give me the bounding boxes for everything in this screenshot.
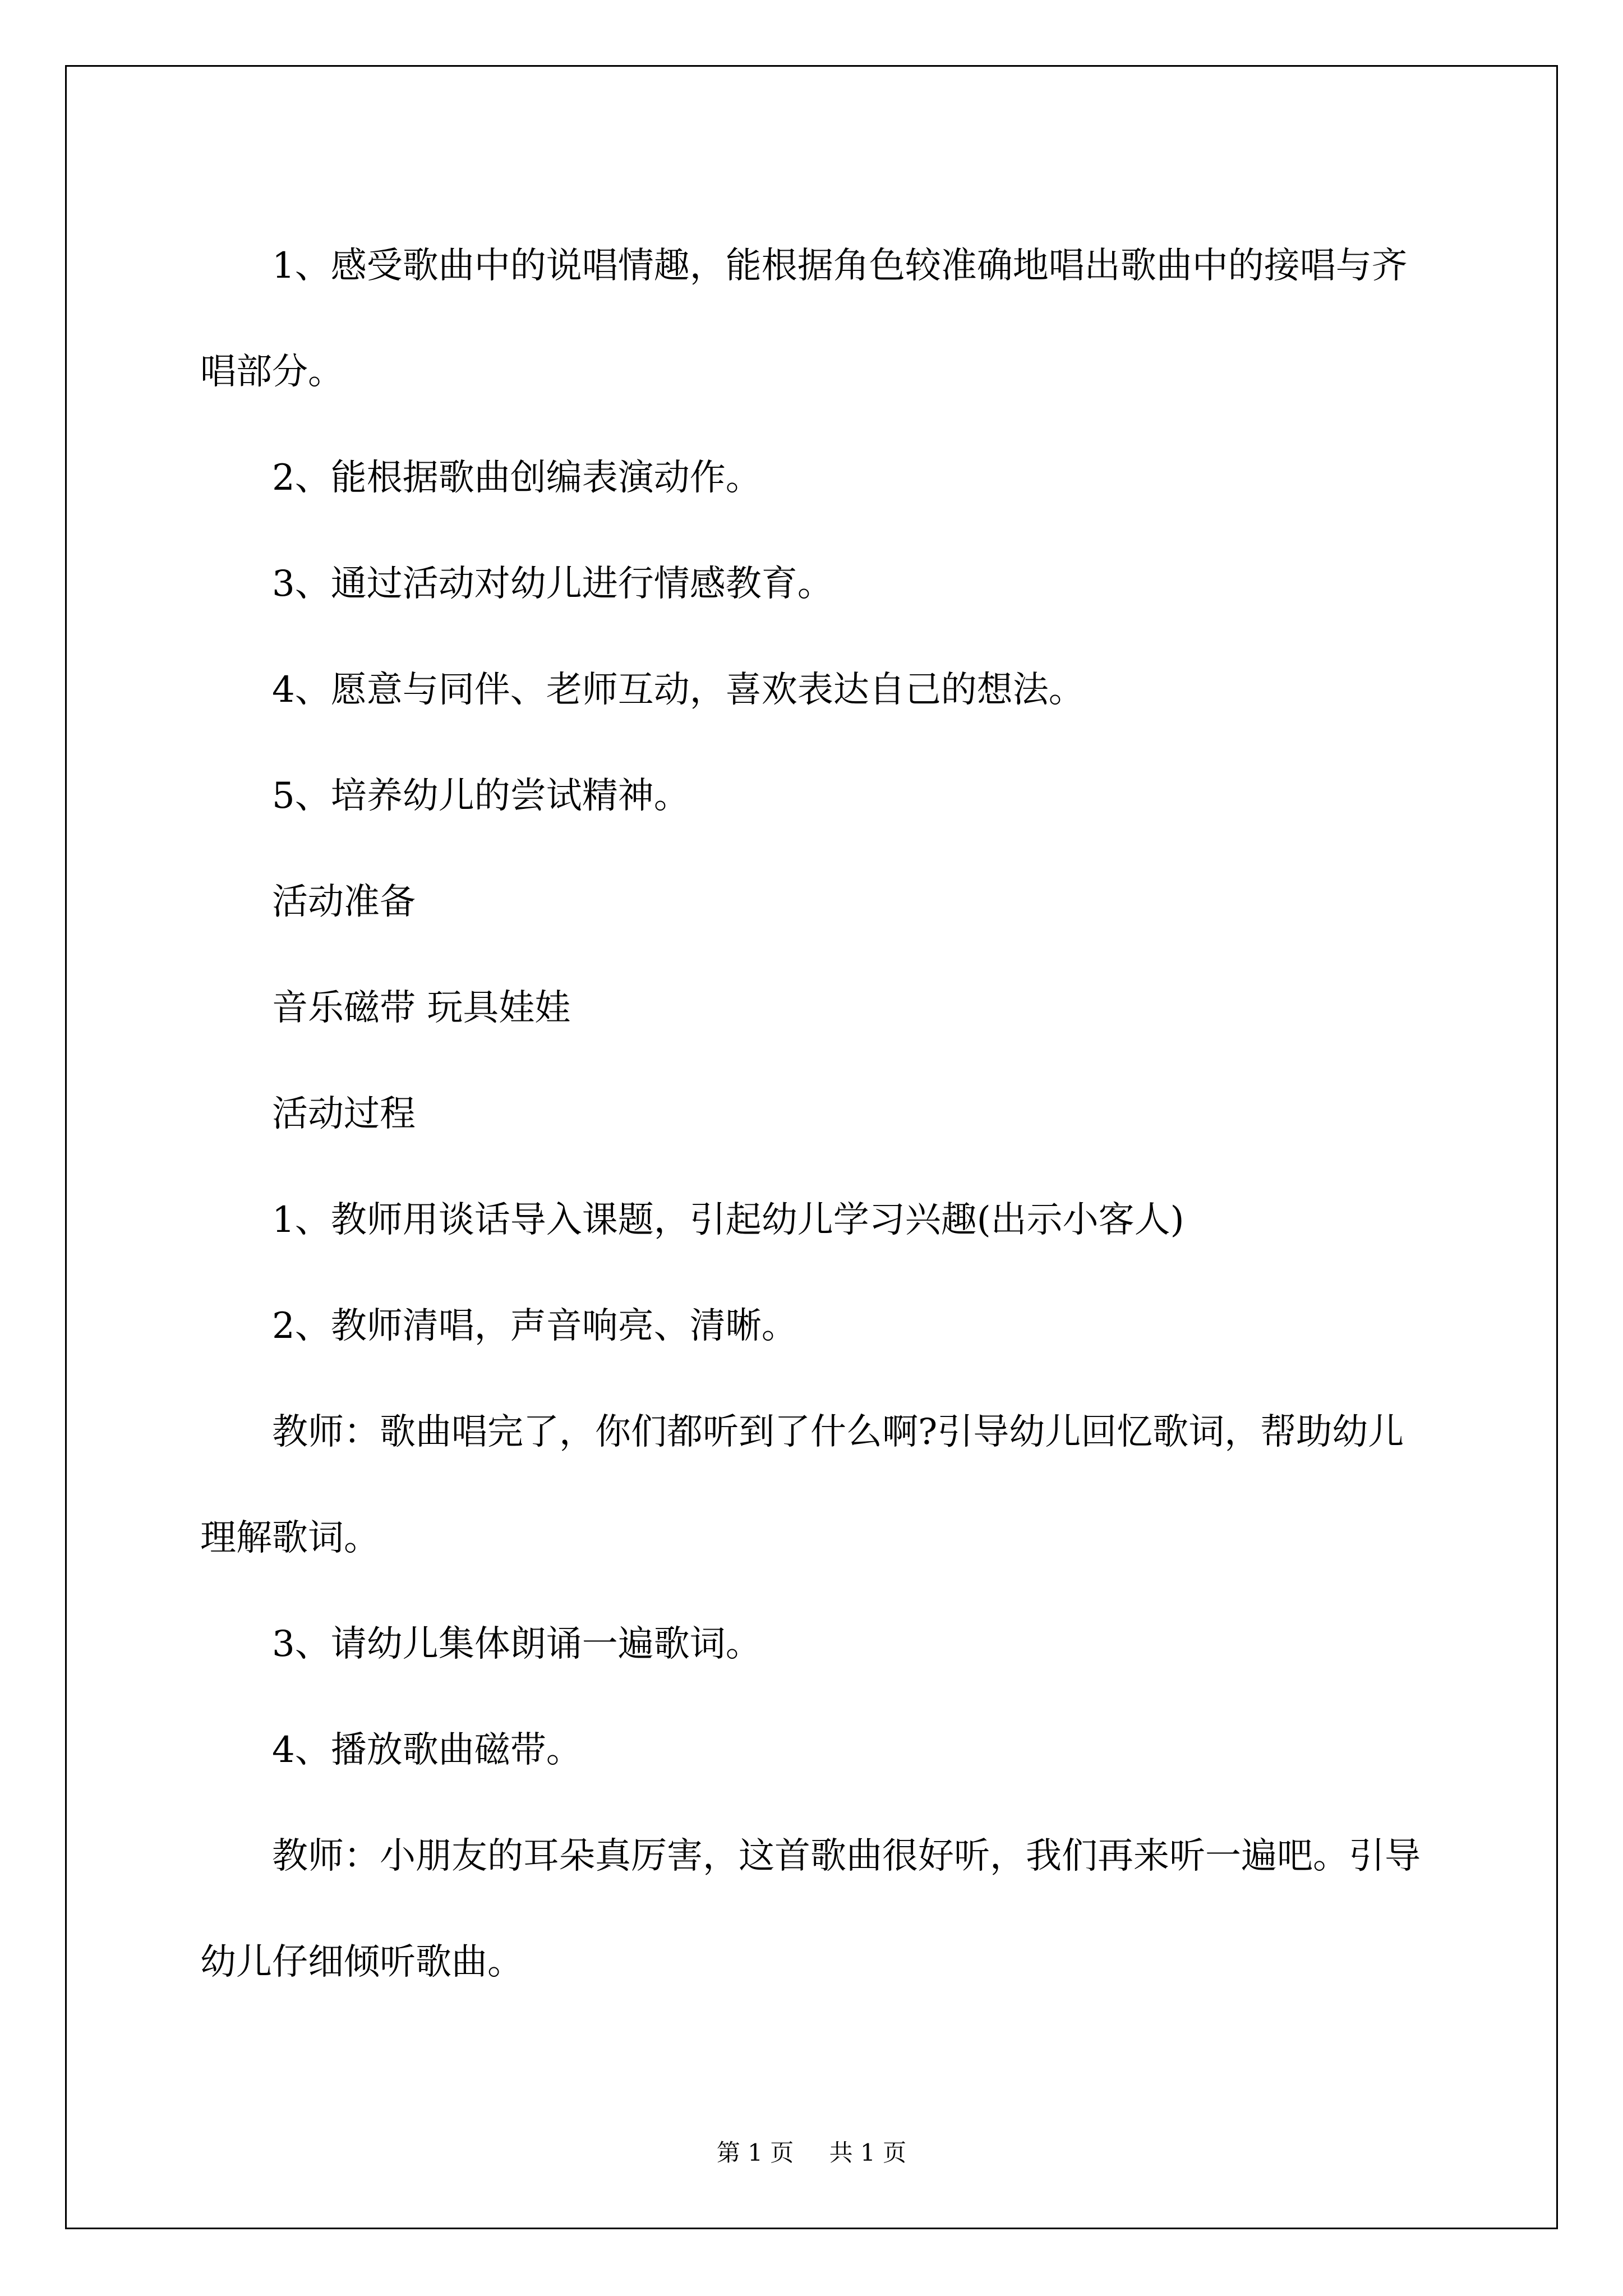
paragraph-step-1: 1、教师用谈话导入课题，引起幼儿学习兴趣(出示小客人) xyxy=(272,1199,1184,1241)
paragraph-step-2: 2、教师清唱，声音响亮、清晰。 xyxy=(272,1305,797,1347)
page-number: 第 1 页 xyxy=(716,2139,794,2166)
heading-preparation: 活动准备 xyxy=(272,881,416,923)
page-footer xyxy=(0,2134,1623,2168)
paragraph-step-3: 3、请幼儿集体朗诵一遍歌词。 xyxy=(272,1623,762,1665)
paragraph-teacher-listen: 教师：小朋友的耳朵真厉害，这首歌曲很好听，我们再来听一遍吧。引导幼儿仔细倾听歌曲。 xyxy=(200,1835,1421,1983)
paragraph-step-4: 4、播放歌曲磁带。 xyxy=(272,1729,582,1771)
paragraph-objective-4: 4、愿意与同伴、老师互动，喜欢表达自己的想法。 xyxy=(272,669,1085,711)
paragraph-objective-2: 2、能根据歌曲创编表演动作。 xyxy=(272,457,762,499)
document-body xyxy=(200,213,1434,2016)
paragraph-objective-1: 1、感受歌曲中的说唱情趣，能根据角色较准确地唱出歌曲中的接唱与齐唱部分。 xyxy=(200,245,1408,393)
paragraph-objective-3: 3、通过活动对幼儿进行情感教育。 xyxy=(272,563,833,605)
page-total: 共 1 页 xyxy=(829,2139,907,2166)
paragraph-materials: 音乐磁带 玩具娃娃 xyxy=(272,987,571,1029)
paragraph-objective-5: 5、培养幼儿的尝试精神。 xyxy=(272,775,690,817)
paragraph-teacher-question: 教师：歌曲唱完了，你们都听到了什么啊?引导幼儿回忆歌词，帮助幼儿理解歌词。 xyxy=(200,1411,1404,1559)
heading-process: 活动过程 xyxy=(272,1093,416,1135)
